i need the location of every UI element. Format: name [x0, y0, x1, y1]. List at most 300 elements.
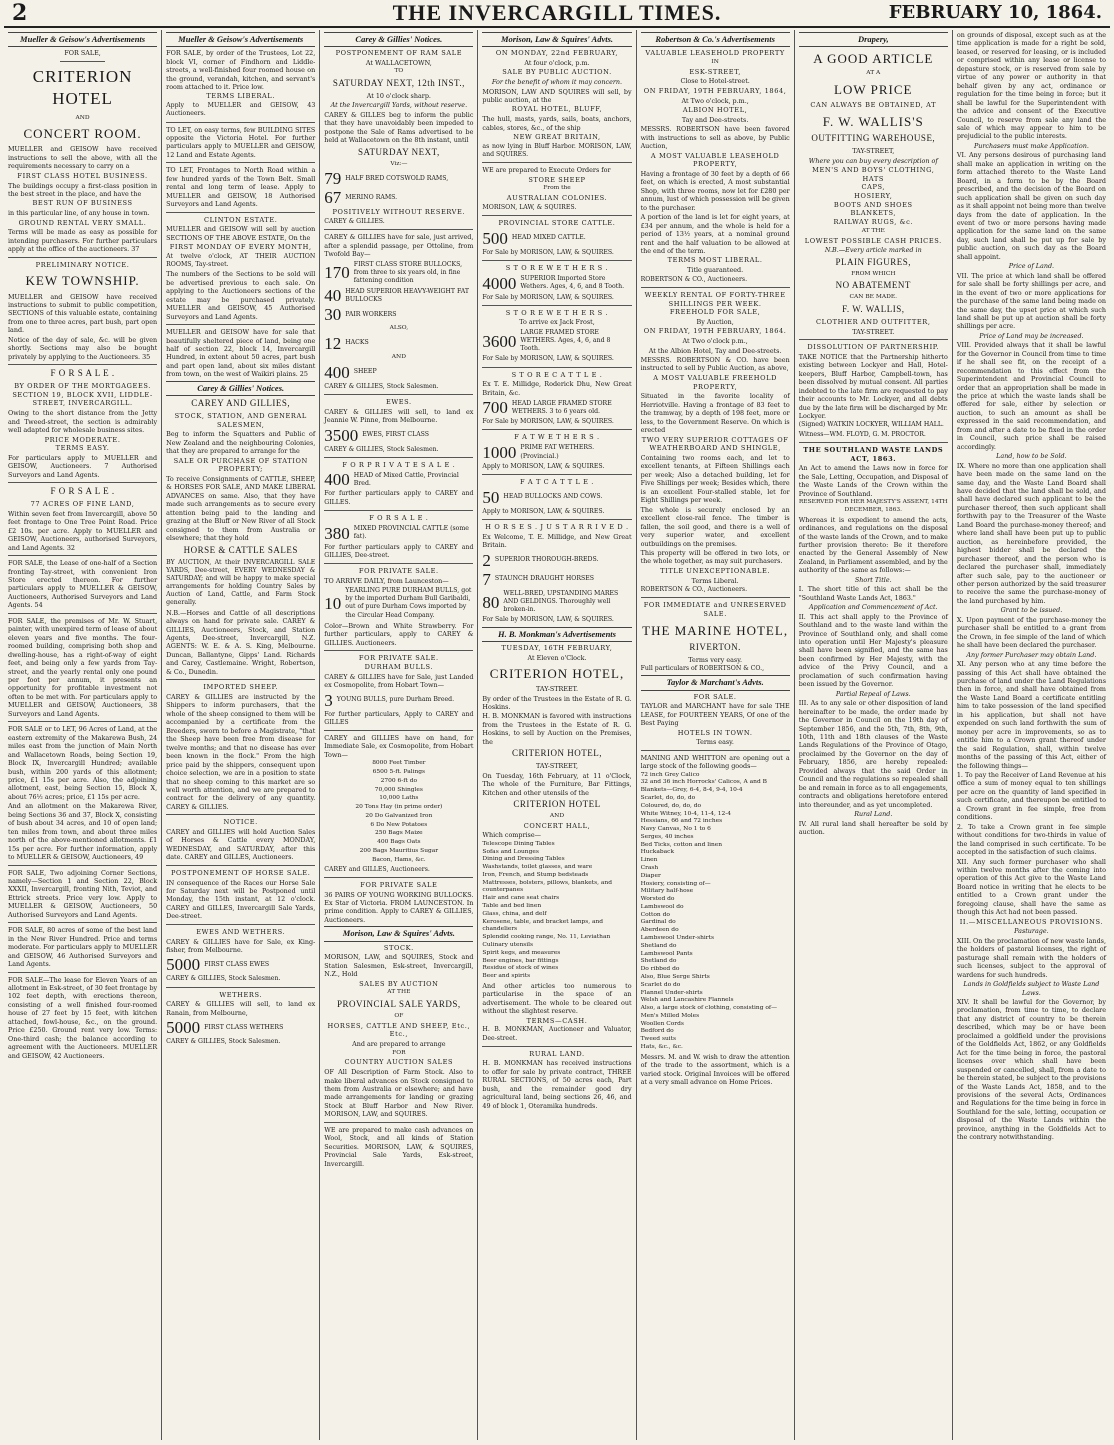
list-item: Iron, French, and Stump bedsteads — [482, 871, 589, 878]
divider — [324, 730, 473, 731]
ad-text: CAREY and GILLIES have on hand, for Immediate Sale, ex Cosmopolite, from Hobart Town— — [324, 733, 474, 759]
stock-description: EWES, FIRST CLASS — [362, 430, 430, 438]
stock-description: PAIR WORKERS — [345, 310, 397, 318]
list-item: Sofas and Lounges — [482, 848, 539, 855]
ad-text: Situated in the favorite locality of Herriotville. Having a frontage of 83 feet to the tramway, by a depth of 198 feet, more or less, to the Government Reserve. On which is erected — [640, 392, 790, 435]
ad-line: CLOTHIER AND OUTFITTER, — [816, 318, 931, 326]
ad-signature: For Sale by MORISON, LAW, & SQUIRES. — [482, 418, 614, 426]
stock-number: 500 — [482, 228, 508, 248]
ad-line: FROM WHICH — [851, 270, 896, 277]
ad-line: ON FRIDAY, 19TH FEBRUARY, 1864, — [643, 86, 787, 95]
list-item: Kerosene, table, and bracket lamps, and chandeliers — [482, 918, 604, 933]
ad-text: FOR SALE, the premises of Mr. W. Stuart, painter, with unexpired term of lease of about eleven years and five months. The four-roomed building, comprising both shop and dwelling-house, has a right-of-way of eight feet, and being only a few yards from Tay-street, and the yearly rental only one pound per foot per annum, it presents an opportunity for profitable investment not often to be met with. For particulars apply to MUELLER and GEISOW, Auctioneers, 38 Surveyors and Land Agents. — [8, 616, 158, 718]
ad-signature: For Sale by MORISON, LAW, & SQUIRES. — [482, 616, 614, 624]
ad-line: EWES AND WETHERS. — [196, 927, 286, 936]
ad-line: Where you can buy every description of — [808, 156, 938, 165]
ad-headline: PLAIN FIGURES, — [835, 256, 912, 267]
ad-line: TERMS—CASH. — [526, 1016, 588, 1025]
ad-text: 36 PAIRS OF YOUNG WORKING BULLOCKS. Ex Star of Victoria. FROM LAUNCESTON. In prime condition. Apply to CAREY & GILLIES, Auctioneers. — [324, 890, 474, 924]
column-3 — [320, 30, 478, 1440]
ad-text: Color—Brown and White Strawberry. For further particulars, apply to CAREY & GILLIES. Auctioneers. — [324, 621, 474, 647]
stock-number: 400 — [324, 362, 350, 382]
list-item: Lambswool do — [640, 903, 684, 910]
ad-line: TAY-STREET, — [852, 147, 895, 156]
ad-line: F A T C A T T L E . — [520, 478, 594, 487]
list-item: HOSIERY, — [854, 192, 893, 201]
list-item: Serges, 40 inches — [640, 833, 694, 840]
ad-text: Which comprise— — [482, 831, 542, 840]
ad-text: FOR SALE or to LET, 96 Acres of Land, at the eastern extremity of the Makarewa Bush, 24 miles east from the junction of Main North and Wallacetown Roads, being Section 19, Block IX, Invercargill Hundred; available bush, within 200 yards of this allotment; price, £1 15s per acre. Also, the adjoining allotment, east, being Section 15, Block X, about 76½ acres; price, £1 15s per acre. — [8, 725, 158, 801]
ad-line: OF — [394, 1012, 404, 1019]
ad-text: CAREY & GILLIES have for Sale, just Landed ex Cosmopolite, from Hobart Town— — [324, 672, 474, 690]
list-item: Navy Canvas, No 1 to 6 — [640, 826, 711, 833]
stock-number: 3600 — [482, 331, 517, 351]
stock-number: 3500 — [324, 425, 359, 445]
ad-line: At the Albion Hotel, Tay and Dee-streets. — [648, 346, 782, 355]
ad-line: FOR — [392, 1049, 406, 1056]
list-item: Coloured, do, do, do — [640, 802, 702, 809]
ad-line: ESK-STREET, — [689, 67, 741, 76]
divider — [166, 924, 315, 925]
ad-text: CAREY & GILLIES are instructed by the Shippers to inform purchasers, that the whole of the sheep consigned to them will be accompanied by a certificate from the Breeders, sworn to before a Magistrate, "that the Sheep have been free from disease for twelve months; and that no disease has ever been known in the flock." From the high price paid by the shippers, consequent upon choice selection, we are in a position to state that no sheep coming to this market are so well worth attention, and we are prepared to contract for the delivery of any quantity. CAREY & GILLIES. — [166, 692, 316, 811]
goods-list — [324, 760, 473, 864]
act-text: Whereas it is expedient to amend the acts, ordinances, and regulations on the disposal of the waste lands of the Crown, and to make further provision thereto: Be it therefore enacted by the General Assembly of New Zealand, in Parliament assembled, and by the authority of the same as follows:— — [798, 515, 948, 575]
ad-line: SALE BY PUBLIC AUCTION. — [502, 68, 612, 77]
divider — [8, 555, 157, 556]
column-4 — [478, 30, 636, 1440]
ad-line: RESERVED FOR HER MAJESTY'S ASSENT, 14TH DECEMBER, 1863. — [798, 499, 948, 513]
stock-number: 7 — [482, 569, 491, 589]
divider — [482, 429, 631, 430]
ad-text: CAREY and GILLIES will hold Auction Sales of Horses & Cattle every MONDAY, WEDNESDAY, and SATURDAY, after this date. CAREY and GILLES, Auctioneers. — [166, 828, 316, 862]
column-6 — [795, 30, 953, 1440]
list-item: Woollen Cords — [640, 1020, 684, 1027]
ad-text: MUELLER and GEISOW will sell by auction SECTIONS OF THE ABOVE ESTATE, On the — [166, 225, 316, 242]
divider — [482, 305, 631, 306]
list-item: Hair and cane seat chairs — [482, 895, 560, 902]
stock-description: HEAD SUPERIOR HEAVY-WEIGHT FAT BULLOCKS — [345, 287, 469, 303]
stock-description: HEAD LARGE FRAMED STORE WETHERS. 3 to 6 years old. — [511, 399, 612, 415]
newspaper-title: THE INVERCARGILL TIMES. — [392, 0, 722, 25]
divider — [8, 972, 157, 973]
stock-number: 30 — [324, 305, 342, 325]
divider — [324, 510, 473, 511]
ad-line: FOR PRIVATE SALE. — [358, 654, 439, 663]
ad-line: S T O R E W E T H E R S . — [505, 308, 609, 317]
ad-headline: RIVERTON. — [689, 641, 741, 652]
ad-headline: F O R S A L E . — [50, 486, 115, 497]
stock-number: 400 — [324, 470, 350, 490]
ad-line: At the Invercargill Yards, without reserve. — [330, 101, 468, 110]
list-item: 250 Bags Maize — [375, 830, 423, 837]
ad-text: H. B. MONKMAN is favored with instructions from the Trustees in the Estate of R. G. Hoskins, to sell by Auction on the Premises, the — [482, 712, 632, 746]
ad-headline: CRITERION HOTEL — [32, 66, 133, 109]
list-item: Blankets—Grey, 6-4, 8-4, 9-4, 10-4 — [640, 787, 743, 794]
stock-description: YOUNG BULLS, pure Durham Breed. — [336, 695, 455, 703]
ad-line: TWO VERY SUPERIOR COTTAGES OF WEATHERBOARD AND SHINGLE, — [641, 435, 789, 453]
list-item: 72 inch Grey Calico — [640, 771, 700, 778]
list-item: Mattresses, bolsters, pillows, blankets, and counterpanes — [482, 879, 612, 894]
section-header: Mueller & Geisow's Advertisements — [166, 32, 315, 47]
list-item: BOOTS AND SHOES — [833, 200, 913, 209]
ad-line: Close to Hotel-street. — [680, 77, 750, 86]
ad-text: BY AUCTION, At their INVERCARGILL SALE YARDS, Dee-street, EVERY WEDNESDAY & SATURDAY; and will be happy to make special arrangements for holding Country Sales by Auction of Land, Cattle, and Farm Stock generally. — [166, 558, 316, 607]
stock-description: SHEEP — [353, 368, 377, 376]
ad-line: DURHAM BULLS. — [364, 662, 434, 671]
ad-text: And an allotment on the Makarewa River, being Sections 36 and 37, Block X, consisting of bush about 34 acres, and 10 of open land; ten miles from town, and about three miles north of the above-mentioned allotments. £1 15s per acre. For further information, apply to MUELLER & GEISOW, Auctioneers, 49 — [8, 802, 158, 862]
ad-line: At Two o'clock p.m., — [682, 337, 748, 346]
ad-text: Ex T. E. Millidge, Roderick Dhu, New Great Britain, &c. — [482, 380, 632, 397]
ad-text: Owing to the short distance from the Jetty and Tweed-street, the section is admirably well adapted for wholesale business sites. — [8, 409, 158, 435]
divider — [8, 613, 157, 614]
ad-text: Messrs. M. and W. wish to draw the attention of the trade to the assortment, which is a varied stock. Original Invoices will be offered at a very small advance on Home Prices. — [640, 1052, 790, 1087]
ad-line: IN — [711, 58, 719, 65]
act-text: VIII. Provided always that it shall be lawful for the Governor in Council from time to time if he shall see fit, on the receipt of a recommendation to this effect from the Superintendent and Provincial Council to order that an appropriation shall be made in the price at which the waste lands shall be offered for sale, either by selection or auction, to such an amount as shall be expressed in the said recommendation, and from and after a date to be fixed in the order in Council, such price shall be raised accordingly. — [956, 341, 1106, 451]
divider — [8, 922, 157, 923]
ad-line: At 10 o'clock sharp. — [366, 92, 431, 101]
ad-text: The hull, masts, yards, sails, boats, anchors, cables, stores, &c., of the ship — [482, 115, 632, 132]
ad-line: FOR SALE. — [693, 692, 737, 701]
ad-text: This property will be offered in two lots, or the whole together, as may suit purchasers. — [640, 548, 790, 566]
stock-count — [482, 329, 631, 354]
divider — [166, 212, 315, 213]
ad-signature: H. B. MONKMAN, Auctioneer and Valuator, Dee-street. — [482, 1026, 632, 1042]
stock-number: 67 — [324, 188, 342, 208]
stock-number: 1000 — [482, 443, 517, 463]
ad-signature: For Sale by MORISON, LAW, & SQUIRES. — [482, 355, 614, 363]
act-text: XI. Any person who at any time before the passing of this Act shall have obtained the purchase of land under the Land Regulations then in force, and shall have obtained from the Waste Land Board a certificate entitling him to take possession of the land specified in his application, but shall not have expended on such land forthwith the sum of money per acre in improvements, so as to entitle him to a Crown grant thereof under the said Regulation, shall, within twelve months of the passing of this Act, either of the following things— — [956, 660, 1106, 770]
ad-headline: LOW PRICE — [834, 82, 913, 98]
stock-number: 5000 — [166, 955, 201, 975]
stock-number: 380 — [324, 523, 350, 543]
stock-count — [166, 956, 315, 973]
furniture-list — [482, 841, 631, 981]
act-text: 2. To take a Crown grant in fee simple without conditions for two-thirds in value of the land comprised in such certificate. To be accepted in the satisfaction of such claims. — [956, 822, 1106, 857]
list-item: Worsted do — [640, 896, 675, 903]
ad-line: PRICE MODERATE. — [44, 435, 121, 444]
clothing-list — [799, 166, 948, 227]
ad-line: ALBION HOTEL, — [682, 106, 748, 115]
stock-count — [482, 590, 631, 615]
act-text: XIII. On the proclamation of new waste lands, the holders of pastoral licenses, the right of pasturage shall remain with the holders of such licenses, subject to the approval of wardens for such hundreds. — [956, 936, 1106, 979]
ad-line: At Eleven o'Clock. — [527, 653, 587, 662]
column-7 — [953, 30, 1110, 1440]
act-subheading: Price of Land may be increased. — [979, 331, 1084, 340]
divider — [482, 519, 631, 520]
ad-line: BY ORDER OF THE MORTGAGEES. — [14, 382, 151, 391]
ad-line: ON FRIDAY, 19TH FEBRUARY, 1864. — [643, 327, 787, 336]
ad-text: FOR SALE—The lease for Eleven Years of an allotment in Esk-street, of 30 feet frontage by 102 feet depth, with erections thereon, consisting of a well finished four-roomed house of 27 feet by 15 feet, with kitchen attached, fowl-house, &c., on the ground. Price £250. Ground rent very low. Terms: One-third cash; the balance according to agreement with the Auctioneers. MUELLER and GEISOW, 42 Auctioneers. — [8, 975, 158, 1060]
stock-count — [482, 444, 631, 461]
stock-count — [324, 587, 473, 620]
column-2 — [162, 30, 320, 1440]
ad-line: PROVINCIAL STORE CATTLE. — [498, 218, 616, 227]
list-item: Washstands, toilet glasses, and ware — [482, 864, 593, 871]
ad-line: F A T W E T H E R S . — [514, 433, 600, 442]
ad-text: N.B.—Horses and Cattle of all descriptions always on hand for private sale. CAREY & GILLIES, Auctioneers, Stock, and Station Agents, Dee-street, Invercargill, N.Z. AGENTS: W. E. & A. S. King, Melbourne. Duncan, Ballantyne, Gipps' Land. Richards and Carey, Castlemaine. Wright, Robertson, & Co., Dunedin. — [166, 608, 316, 676]
ad-headline: SATURDAY NEXT, 12th INST., — [332, 78, 465, 89]
ad-line: STOCK. — [383, 943, 414, 952]
ad-headline: OUTFITTING WAREHOUSE, — [811, 133, 936, 144]
ad-line: EWES. — [385, 397, 412, 406]
stock-number: 2 — [482, 550, 491, 570]
divider — [641, 750, 790, 751]
ad-line: COUNTRY AUCTION SALES — [344, 1058, 454, 1067]
list-item: Hats, &c., &c. — [640, 1043, 683, 1050]
act-subheading: Price of Land. — [1008, 262, 1055, 271]
list-item: Also, a large stock of clothing, consisting of— — [640, 1005, 777, 1012]
section-header: Carey & Gillies' Notices. — [166, 381, 315, 396]
stock-number: 12 — [324, 334, 342, 353]
divider — [166, 865, 315, 866]
list-item: Aberdeen do — [640, 927, 679, 934]
list-item: 6 Do New Potatoes — [370, 821, 428, 828]
ad-line: TUESDAY, 16TH FEBRUARY, — [501, 643, 613, 652]
stock-count — [482, 552, 631, 569]
ad-text: WE are prepared to make cash advances on Wool, Stock, and all kinds of Station Securities. MORISON, LAW, & SQUIRES, Provincial Sale Yards, Esk-street, Invercargill. — [324, 1125, 474, 1168]
ad-signature: CAREY & GILLIES. — [324, 218, 385, 226]
list-item: 2700 6-ft do — [380, 777, 418, 784]
stock-number: 4000 — [482, 273, 517, 293]
ad-text: in this particular line, of any house in town. — [8, 209, 150, 218]
ad-line: Tay and Dee-streets. — [681, 115, 749, 124]
column-5 — [637, 30, 795, 1440]
stock-count — [324, 692, 473, 709]
ad-line: CLINTON ESTATE. — [203, 215, 278, 224]
ad-text: A portion of the land is let for eight years, at £34 per annum, and the whole is held for a period of 13½ years, at a nominal ground rent and the half valuation to be allowed at the end of the term. — [640, 213, 790, 256]
ad-line: DISSOLUTION OF PARTNERSHIP. — [807, 343, 940, 352]
ad-text: Having a frontage of 30 feet by a depth of 66 feet, on which is erected, A most substantial Shop, with three rooms, now let for £280 per annum, lust of which possession will be given to the purchaser. — [640, 169, 790, 212]
ad-line: Terms easy. — [696, 738, 734, 747]
act-text: VII. The price at which land shall be offered for sale shall be forty shillings per acre, and in the event of two or more applications for the purchase of the same land being made on the same day, the upset price at which such land shall be put up at auction shall be forty shillings per acre. — [956, 271, 1106, 331]
ad-text: MORISON, LAW AND SQUIRES will sell, by public auction, at the — [482, 87, 632, 104]
ad-text: H. B. MONKMAN has received instructions to offer for sale by private contract, THREE RURAL SECTIONS, of 50 acres each, Part bush, and the remainder good dry agricultural land, being sections 26, 46, and 49 of block 1, Oteramika hundreds. — [482, 1059, 632, 1110]
ad-line: TERMS LIBERAL. — [206, 92, 276, 101]
stock-description: YEARLING PURE DURHAM BULLS, got by the imported Durham Bull Garibaldi, out of pure Durham Cows imported by the Circular Head Company. — [345, 587, 472, 619]
ad-line: AT A — [866, 70, 881, 77]
stock-number: 700 — [482, 398, 508, 418]
ad-text: TO LET, Frontages to North Road within a few hundred yards of the Town Belt. Small rental and long term of lease. Apply to MUELLER and GEISOW, 18 Authorised Surveyors and Land Agents. — [166, 166, 316, 209]
list-item: Hessians, 66 and 72 inches — [640, 818, 723, 825]
ad-text: FOR SALE, 80 acres of some of the best land in the New River Hundred. Price and terms moderate. For particulars apply to MUELLER and GEISOW, 46 Authorised Surveyors and Land Agents. — [8, 926, 158, 969]
stock-number: 40 — [324, 286, 342, 306]
ad-text: MESSRS. ROBERTSON have been favored with instructions to sell as above, by Public Auction, — [640, 125, 790, 151]
divider — [799, 339, 948, 340]
act-text: IV. All rural land shall hereafter be sold by auction. — [798, 819, 948, 836]
list-item: RAILWAY RUGS, &c. — [833, 218, 914, 227]
divider — [166, 679, 315, 680]
ad-line: CONCERT HALL, — [523, 821, 591, 830]
act-text: on grounds of disposal, except such as at the time application is made for a right be sold, leased, or reserved for leasing, or is included or comprised within any lease or license to depasture stock, or is reserved from sale by virtue of any power or authority in that behalf given by any act, ordinance or regulation for the time being in force; but it shall be lawful for the Superintendent with the advice and consent of the Executive Council, to reserve from sale any land the sale of which may appear to him to be prejudicial to the public interests. — [956, 31, 1106, 141]
ad-line: POSTPONEMENT OF RAM SALE — [335, 49, 463, 58]
stock-number: 5000 — [166, 1018, 201, 1038]
ad-line: FREEHOLD FOR SALE, — [669, 308, 761, 317]
act-subheading: Partial Repeal of Laws. — [835, 689, 911, 698]
ad-line: By Auction, — [696, 317, 734, 326]
section-header: Robertson & Co.'s Advertisements — [641, 32, 790, 47]
ad-text: At twelve o'clock, AT THEIR AUCTION ROOMS, Tay-street. — [166, 252, 316, 269]
ad-line: IMPORTED SHEEP. — [203, 683, 279, 692]
list-item: Lambswool Pants — [640, 950, 693, 957]
ad-line: WETHERS. — [219, 990, 263, 999]
list-item: 32 and 36 inch Horrocks' Calicos, A and B — [640, 779, 767, 786]
stock-count — [482, 489, 631, 506]
list-item: 20 Do Galvanized Iron — [365, 812, 433, 819]
list-item: Splendid cooking range, No. 11, Leviathan — [482, 934, 611, 941]
stock-description: FIRST CLASS WETHERS — [204, 1023, 284, 1031]
ad-line: At Two o'clock, p.m., — [681, 96, 749, 105]
list-item: Military half-hose — [640, 888, 694, 895]
divider — [324, 1122, 473, 1123]
stock-count — [324, 306, 473, 323]
ad-text: For particulars apply to MUELLER and GEISOW, Auctioneers. 7 Authorised Surveyors and Land Agents. — [8, 453, 158, 479]
act-text: III. As to any sale or other disposition of land hereinafter to be made, the order made by the Governor in Council on the 19th day of September 1856, and the 5th, 7th, 8th, 9th, 10th, 11th and 18th clauses of the Waste Lands Regulations of the Province of Otago, proclaimed by the Governor on the day of February, 1856, are hereby repealed: Provided always that the said Order in Council and the regulations so repealed shall be and remain in force as to all engagements, contracts and obligations heretofore entered into thereunder, and as yet uncompleted. — [798, 699, 948, 809]
ad-text: FOR SALE, Two adjoining Corner Sections, namely—Section 1 and Section 22, Block XXXII, Invercargill, fronting Nith, Teviot, and Ettrick streets. Price very low. Apply to MUELLER & GEISOW, Auctioneers, 50 Authorised Surveyors and Land Agents. — [8, 868, 158, 919]
ad-line: HOTELS IN TOWN. — [677, 728, 753, 737]
ad-line: NOTICE. — [223, 818, 258, 827]
ad-headline: CAREY AND GILLIES, — [191, 397, 291, 408]
ad-line: RURAL LAND. — [529, 1049, 585, 1058]
ad-line: TO — [394, 68, 404, 75]
act-text: I. The short title of this act shall be the "Southland Waste Lands Act, 1863." — [798, 585, 948, 602]
list-item: Tweed suits — [640, 1036, 677, 1043]
ad-line: Title guaranteed. — [687, 266, 744, 275]
list-item: Dining and Dressing Tables — [482, 856, 565, 863]
ad-line: STORE SHEEP — [528, 175, 586, 184]
list-item: Scarlet, do, do, do — [640, 794, 696, 801]
stock-description: SUPERIOR Imported Store Wethers. Ages, 4, 6, and 8 Tooth. — [520, 274, 625, 291]
ad-text: The whole is securely enclosed by an excellent close-rail fence. The timber is fallen, the soil good, and there is a well of very superior water, and excellent outbuildings on the premises. — [640, 505, 790, 548]
ad-line: Terms very easy. — [688, 655, 742, 664]
ad-text: CAREY & GILLIES will sell, to land ex Ranain, from Melbourne, — [166, 1000, 316, 1017]
list-item: Flannel Under-shirts — [640, 989, 703, 996]
list-item: Cotton do — [640, 911, 670, 918]
act-text: IX. Where no more than one application shall have been made on the same land on the same day, and the Waste Land Board shall have decided that the land shall be sold, and shall have declared such applicant to be the purchaser thereof, then such applicant shall forthwith pay to the Treasurer of the Waste Land Board the purchase-money thereof; and where land shall have been put up to public auction, as hereinbefore provided, the highest bidder shall be declared the purchaser thereof, and the person who is declared the purchaser shall, immediately after such sale, pay to the auctioneer or other person authorized by the said treasurer to receive the same the purchase-money of the land purchased by him. — [956, 461, 1106, 605]
act-text: 1. To pay the Receiver of Land Revenue at his office a sum of money equal to ten shillings per acre on the quantity of land specified in such certificate, and thereupon be entitled to a Crown grant in fee simple, free from conditions. — [956, 770, 1106, 822]
act-subheading: Grant to be issued. — [1000, 606, 1063, 615]
ad-line: GROUND RENTAL VERY SMALL. — [18, 218, 147, 227]
ad-headline: PROVINCIAL SALE YARDS, — [337, 999, 461, 1010]
ad-line: SALES BY AUCTION — [359, 979, 439, 988]
ad-line: AT THE — [861, 227, 885, 234]
divider — [324, 457, 473, 458]
list-item: Shetland do — [640, 958, 677, 965]
divider — [166, 987, 315, 988]
act-subheading: II.—MISCELLANEOUS PROVISIONS. — [959, 917, 1104, 926]
ad-signature: CAREY & GILLIES, Stock Salesmen. — [324, 382, 439, 390]
ad-line: TAY-STREET, — [535, 762, 579, 771]
list-item: Bacon, Hams, &c. — [372, 856, 426, 863]
divider — [482, 215, 631, 216]
ad-line: Terms Liberal. — [691, 576, 739, 585]
ad-signature: Apply to MORISON, LAW, & SQUIRES. — [482, 463, 605, 471]
ad-headline: HORSE & CATTLE SALES — [183, 544, 298, 555]
list-item: 200 Bags Mauritius Sugar — [359, 848, 439, 855]
divider — [482, 260, 631, 261]
list-item: Table and bed linen — [482, 903, 542, 910]
list-item: Residue of stock of wines — [482, 965, 559, 972]
ad-headline: SATURDAY NEXT, — [358, 146, 440, 157]
ad-text: MESSRS. ROBERTSON & CO. have been instructed to sell by Public Auction, as above, — [640, 355, 790, 373]
ad-text: Terms will be made as easy as possible for intending purchasers. For further particulars apply at the office of the auctioneers. 37 — [8, 228, 158, 254]
ad-line: F O R P R I V A T E S A L E . — [342, 460, 456, 469]
list-item: Lambswool Under-shirts — [640, 935, 714, 942]
list-item: Glass, china, and delf — [482, 910, 547, 917]
stock-count — [324, 335, 473, 352]
stock-number: 10 — [324, 593, 342, 613]
stock-number: 170 — [324, 263, 350, 283]
ad-line: A MOST VALUABLE LEASEHOLD PROPERTY, — [650, 151, 780, 169]
list-item: Beer engines, bar fittings — [482, 957, 559, 964]
ad-line: BEST RUN OF BUSINESS — [32, 199, 133, 208]
ad-line: FIRST MONDAY OF EVERY MONTH, — [169, 243, 312, 252]
stock-description: MIXED PROVINCIAL CATTLE (some fat). — [353, 524, 469, 541]
ad-headline: A GOOD ARTICLE — [813, 51, 934, 67]
stock-number: 50 — [482, 488, 500, 508]
ad-text: MORISON, LAW, and SQUIRES, Stock and Station Salesmen, Esk-street, Invercargill, N.Z., Hold — [324, 953, 474, 979]
ad-text: By order of the Trustees in the Estate of R. G. Hoskins. — [482, 694, 632, 712]
stock-count — [324, 170, 473, 187]
ad-text: For further particulars, Apply to CAREY and GILLES — [324, 710, 474, 726]
list-item: 8000 Feet Timber — [372, 760, 426, 767]
stock-number: 3 — [324, 690, 333, 710]
ad-headline: NO ABATEMENT — [835, 280, 911, 291]
ad-text: Ex Welcome, T. E. Millidge, and New Great Britain. — [482, 532, 632, 550]
ad-line: FOR PRIVATE SALE — [360, 880, 438, 889]
list-item: 400 Bags Oats — [377, 839, 421, 846]
list-item: MEN'S AND BOYS' CLOTHING, — [812, 165, 935, 174]
stock-description: MERINO RAMS. — [345, 193, 398, 201]
section-header: Taylor & Marchant's Advts. — [641, 675, 790, 690]
stock-count — [324, 525, 473, 542]
ad-text: To receive Consignments of CATTLE, SHEEP, & HORSES FOR SALE, AND MAKE LIBERAL ADVANCES on same. Also, that they have made such arrangements as to secure every attention being paid to the landing and grazing at the Bluff or New River of all Stock consigned to them from Australia or elsewhere; that they hold — [166, 475, 316, 543]
column-1 — [4, 30, 162, 1440]
ad-text: The buildings occupy a first-class position in the best street in the place, and have the — [8, 181, 158, 198]
ad-line: For the benefit of whom it may concern. — [491, 78, 623, 87]
list-item: BLANKETS, — [850, 209, 897, 218]
stock-count — [482, 399, 631, 416]
ad-line: TERMS MOST LIBERAL. — [667, 256, 763, 265]
section-header: Mueller & Geisow's Advertisements — [8, 32, 157, 47]
ad-text: CAREY & GILLES beg to inform the public that they have unavoidably been impeded to postpone the Sale of Rams advertised to be held at Wallacetown on the 8th instant, until — [324, 110, 474, 145]
stock-number: 79 — [324, 169, 342, 189]
ad-line: WEEKLY RENTAL OF FORTY-THREE SHILLINGS PER WEEK. — [644, 290, 786, 308]
ad-text: For further particulars apply to CAREY and GILLES. — [324, 490, 474, 506]
ad-text: as now lying in Bluff Harbor. MORISON, LAW, and SQUIRES. — [482, 142, 632, 158]
ad-line: At WALLACETOWN, — [365, 58, 432, 67]
stock-description: STAUNCH DRAUGHT HORSES — [494, 575, 594, 583]
ad-text: TO ARRIVE DAILY, from Launceston— — [324, 576, 449, 585]
ad-signature: CAREY & GILLIES, Stock Salesmen. — [166, 1038, 281, 1046]
ad-text: TAKE NOTICE that the Partnership hitherto existing between Lockyer and Hall, Hotel-keepers, Bluff Harbor, Campbell-town, has been dissolved by mutual consent. All parties indebted to the late firm are requested to pay their accounts to Mr. Lockyer, and all debts due by the late firm will be discharged by Mr. Lockyer. — [798, 352, 948, 421]
ad-text: WE are prepared to Execute Orders for — [482, 166, 611, 175]
ad-line: SALE OR PURCHASE OF STATION PROPERTY; — [173, 456, 308, 474]
ad-text: FOR SALE, by order of the Trustees, Lot 22, block VI, corner of Findhorn and Liddle-streets, a well-finished four roomed house on the ground, verandah, kitchen, and servant's room attached to it. Price low. — [166, 49, 316, 92]
divider — [8, 482, 157, 483]
ad-text: MANING AND WHITTON are opening out a large stock of the following goods— — [640, 753, 790, 771]
act-text: XII. Any such former purchaser who shall within twelve months after the coming into operation of this Act give to the Waste Land Board notice in writing that he elects to be entitled to a Crown grant under the foregoing clause, shall have the same as though this Act had not been passed. — [956, 857, 1106, 917]
divider — [8, 721, 157, 722]
list-item: Culinary utensils — [482, 941, 534, 948]
act-text: VI. Any persons desirous of purchasing land shall make an application in writing on the form attached thereto to the Waste Land Board, in a form to be by the Board prescribed, and the decision of the Board on such application shall be given on such day as it shall appoint not being more than twelve days from the date of application. In the event of two or more persons having made application for the same land on the same day, such land shall be put up for sale by public auction, on such day as the Board shall appoint. — [956, 151, 1106, 261]
ad-signature: For Sale by MORISON, LAW, & SQUIRES. — [482, 248, 614, 256]
ad-headline: KEW TOWNSHIP. — [25, 273, 140, 289]
goods-list — [641, 772, 790, 1052]
ad-text: MUELLER and GEISOW have received instructions to sell the above, with all the requirements necessary to carry on a — [8, 145, 158, 171]
ad-line: From the — [543, 185, 571, 192]
act-subheading: Rural Land. — [854, 810, 893, 819]
ad-text: CAREY & GILLIES have for Sale, ex King-fisher, from Melbourne. — [166, 937, 316, 954]
